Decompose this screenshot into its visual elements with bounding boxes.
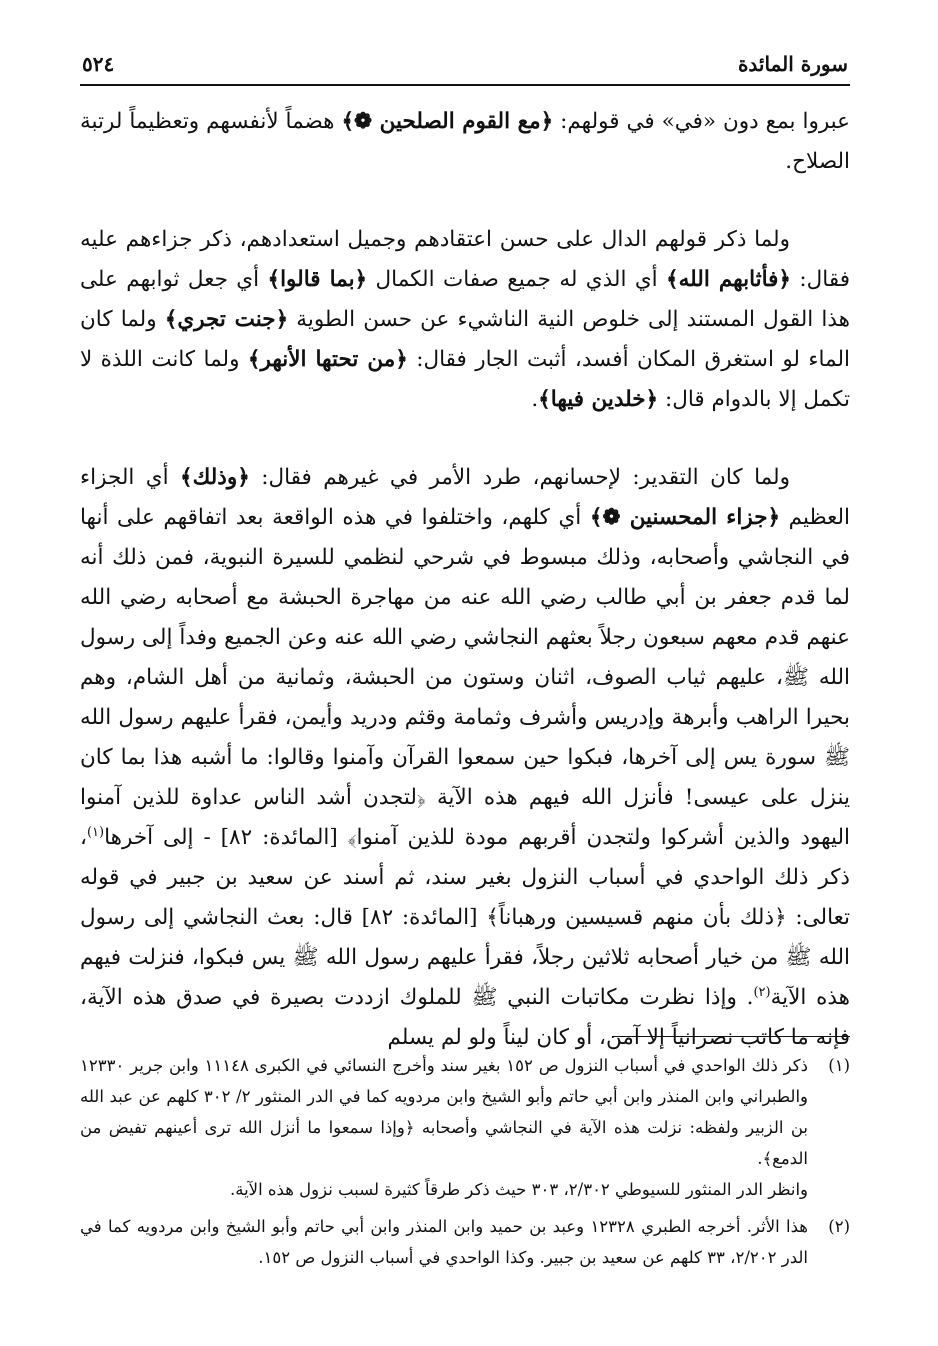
page-number: ٥٢٤	[82, 52, 115, 76]
quran-quote: ﴿وإذا سمعوا ما أنزل الله ترى أعينهم تفيض من الدمع﴾	[80, 1118, 808, 1168]
text-run: .	[531, 387, 539, 412]
text-run: أي جعل ثوابهم على هذا القول المستند إلى خلوص النية الناشيء عن حسن الطوية	[80, 267, 850, 332]
quran-quote: ﴿خلدين فيها﴾	[538, 387, 659, 412]
text-run: ولما كان التقدير: لإحسانهم، طرد الأمر في غيرهم فقال:	[249, 465, 790, 490]
text-run: أي كلهم، واختلفوا في هذه الواقعة بعد اتفاقهم على أنها في النجاشي وأصحابه، وذلك مبسوط في شرحي لنظمي للسيرة النبوية، فمن ذلك أنه لما قدم جعفر بن أبي طالب رضي الله عنه من مهاجرة الحبشة مع أصحابه رضي الله عنهم قدم معهم سبعون رجلاً بعثهم النجاشي رضي الله عنه وعن الجميع وفداً إلى رسول الله ﷺ، عليهم ثياب الصوف، اثنان وستون من الحبشة، وثمانية من أهل الشام، وهم بحيرا الراهب وأبرهة وإدريس وأشرف وثمامة وقثم ودريد وأيمن، فقرأ عليهم رسول الله ﷺ سورة يس إلى آخرها، فبكوا حين سمعوا القرآن وآمنوا وقالوا: ما أشبه هذا بما كان ينزل على عيسى! فأنزل الله فيهم هذه الآية	[80, 505, 850, 810]
footnote-number: (٢)	[828, 1217, 850, 1236]
text-run: أي الذي له جميع صفات الكمال	[367, 267, 667, 292]
text-run: أي الجزاء العظيم	[80, 465, 850, 530]
paragraph-1	[80, 102, 850, 182]
quran-quote: ﴿جزاء المحسنين ❁﴾	[589, 505, 781, 530]
text-run: ، ذكر ذلك الواحدي في أسباب النزول بغير سند، ثم أسند عن سعيد بن جبير في قوله تعالى:	[80, 825, 850, 930]
quran-quote: ﴿من تحتها الأنهر﴾	[247, 347, 408, 372]
footnote-divider	[612, 1036, 850, 1037]
paragraph-3	[80, 458, 850, 1058]
footnote-text: هذا الأثر. أخرجه الطبري ١٢٣٢٨ وعبد بن حميد وابن المنذر وابن أبي حاتم وأبو الشيخ وابن مردويه كما في الدر ٢/٢٠٢، ٣٣ كلهم عن سعيد بن جبير. وكذا الواحدي في أسباب النزول ص ١٥٢.	[80, 1217, 808, 1267]
quran-quote: ﴿جنت تجري﴾	[164, 307, 289, 332]
surah-title: سورة المائدة	[737, 52, 848, 76]
main-text	[80, 102, 850, 1058]
text-run: ولما كانت اللذة لا تكمل إلا بالدوام قال:	[80, 347, 850, 412]
page-header	[80, 46, 850, 86]
text-run: عبروا بمع دون «في» في قولهم:	[553, 109, 851, 134]
quran-quote: ﴿ذلك بأن منهم قسيسين ورهباناً﴾	[486, 905, 787, 930]
text-run: .	[757, 1149, 763, 1168]
text-run: ولما ذكر قولهم الدال على حسن اعتقادهم وجميل استعدادهم، ذكر جزاءهم عليه فقال:	[80, 227, 850, 292]
quran-quote: ﴿بما قالوا﴾	[267, 267, 368, 292]
text-run: هضماً لأنفسهم وتعظيماً لرتبة الصلاح.	[80, 109, 850, 174]
footnote-2	[80, 1211, 850, 1273]
footnote-ref-2[interactable]: (٢)	[753, 984, 771, 1000]
text-run: [المائدة: ٨٢] قال: بعث النجاشي إلى رسول الله ﷺ من خيار أصحابه ثلاثين رجلاً، فقرأ عليهم رسول الله ﷺ يس فبكوا، فنزلت فيهم هذه الآية	[80, 905, 851, 1010]
footnote-number: (١)	[828, 1056, 850, 1075]
text-run: . وإذا نظرت مكاتبات النبي ﷺ للملوك ازددت بصيرة في صدق هذه الآية، فإنه ما كاتب نصرانياً إلا آمن، أو كان ليناً ولو لم يسلم	[80, 985, 850, 1050]
footnote-1	[80, 1050, 850, 1205]
text-run: [المائدة: ٨٢] - إلى آخرها	[104, 825, 348, 850]
text-run: ولما كان الماء لو استغرق المكان أفسد، أثبت الجار فقال:	[80, 307, 850, 372]
page	[80, 46, 850, 1316]
footnote-ref-1[interactable]: (١)	[86, 824, 105, 840]
text-run: ذكر ذلك الواحدي في أسباب النزول ص ١٥٢ بغير سند وأخرج النسائي في الكبرى ١١١٤٨ وابن جرير ١٢٣٣٠ والطبراني وابن المنذر وابن أبي حاتم وأبو الشيخ وابن مردويه كما في الدر المنثور ٢/ ٣٠٢ كلهم عن عبد الله بن الزبير ولفظه: نزلت هذه الآية في النجاشي وأصحابه	[80, 1056, 809, 1137]
footnote-text	[80, 1050, 808, 1174]
quran-quote: ﴿مع القوم الصلحين ❁﴾	[341, 109, 554, 134]
footnotes	[80, 1050, 850, 1273]
footnote-text: وانظر الدر المنثور للسيوطي ٢/٣٠٢، ٣٠٣ حيث ذكر طرقاً كثيرة لسبب نزول هذه الآية.	[229, 1180, 808, 1199]
paragraph-2	[80, 220, 850, 420]
quran-quote: ﴿لتجدن أشد الناس عداوة للذين آمنوا اليهود والذين أشركوا ولتجدن أقربهم مودة للذين آمنوا﴾	[80, 785, 850, 850]
quran-quote: ﴿وذلك﴾	[180, 465, 250, 490]
quran-quote: ﴿فأثابهم الله﴾	[666, 267, 792, 292]
